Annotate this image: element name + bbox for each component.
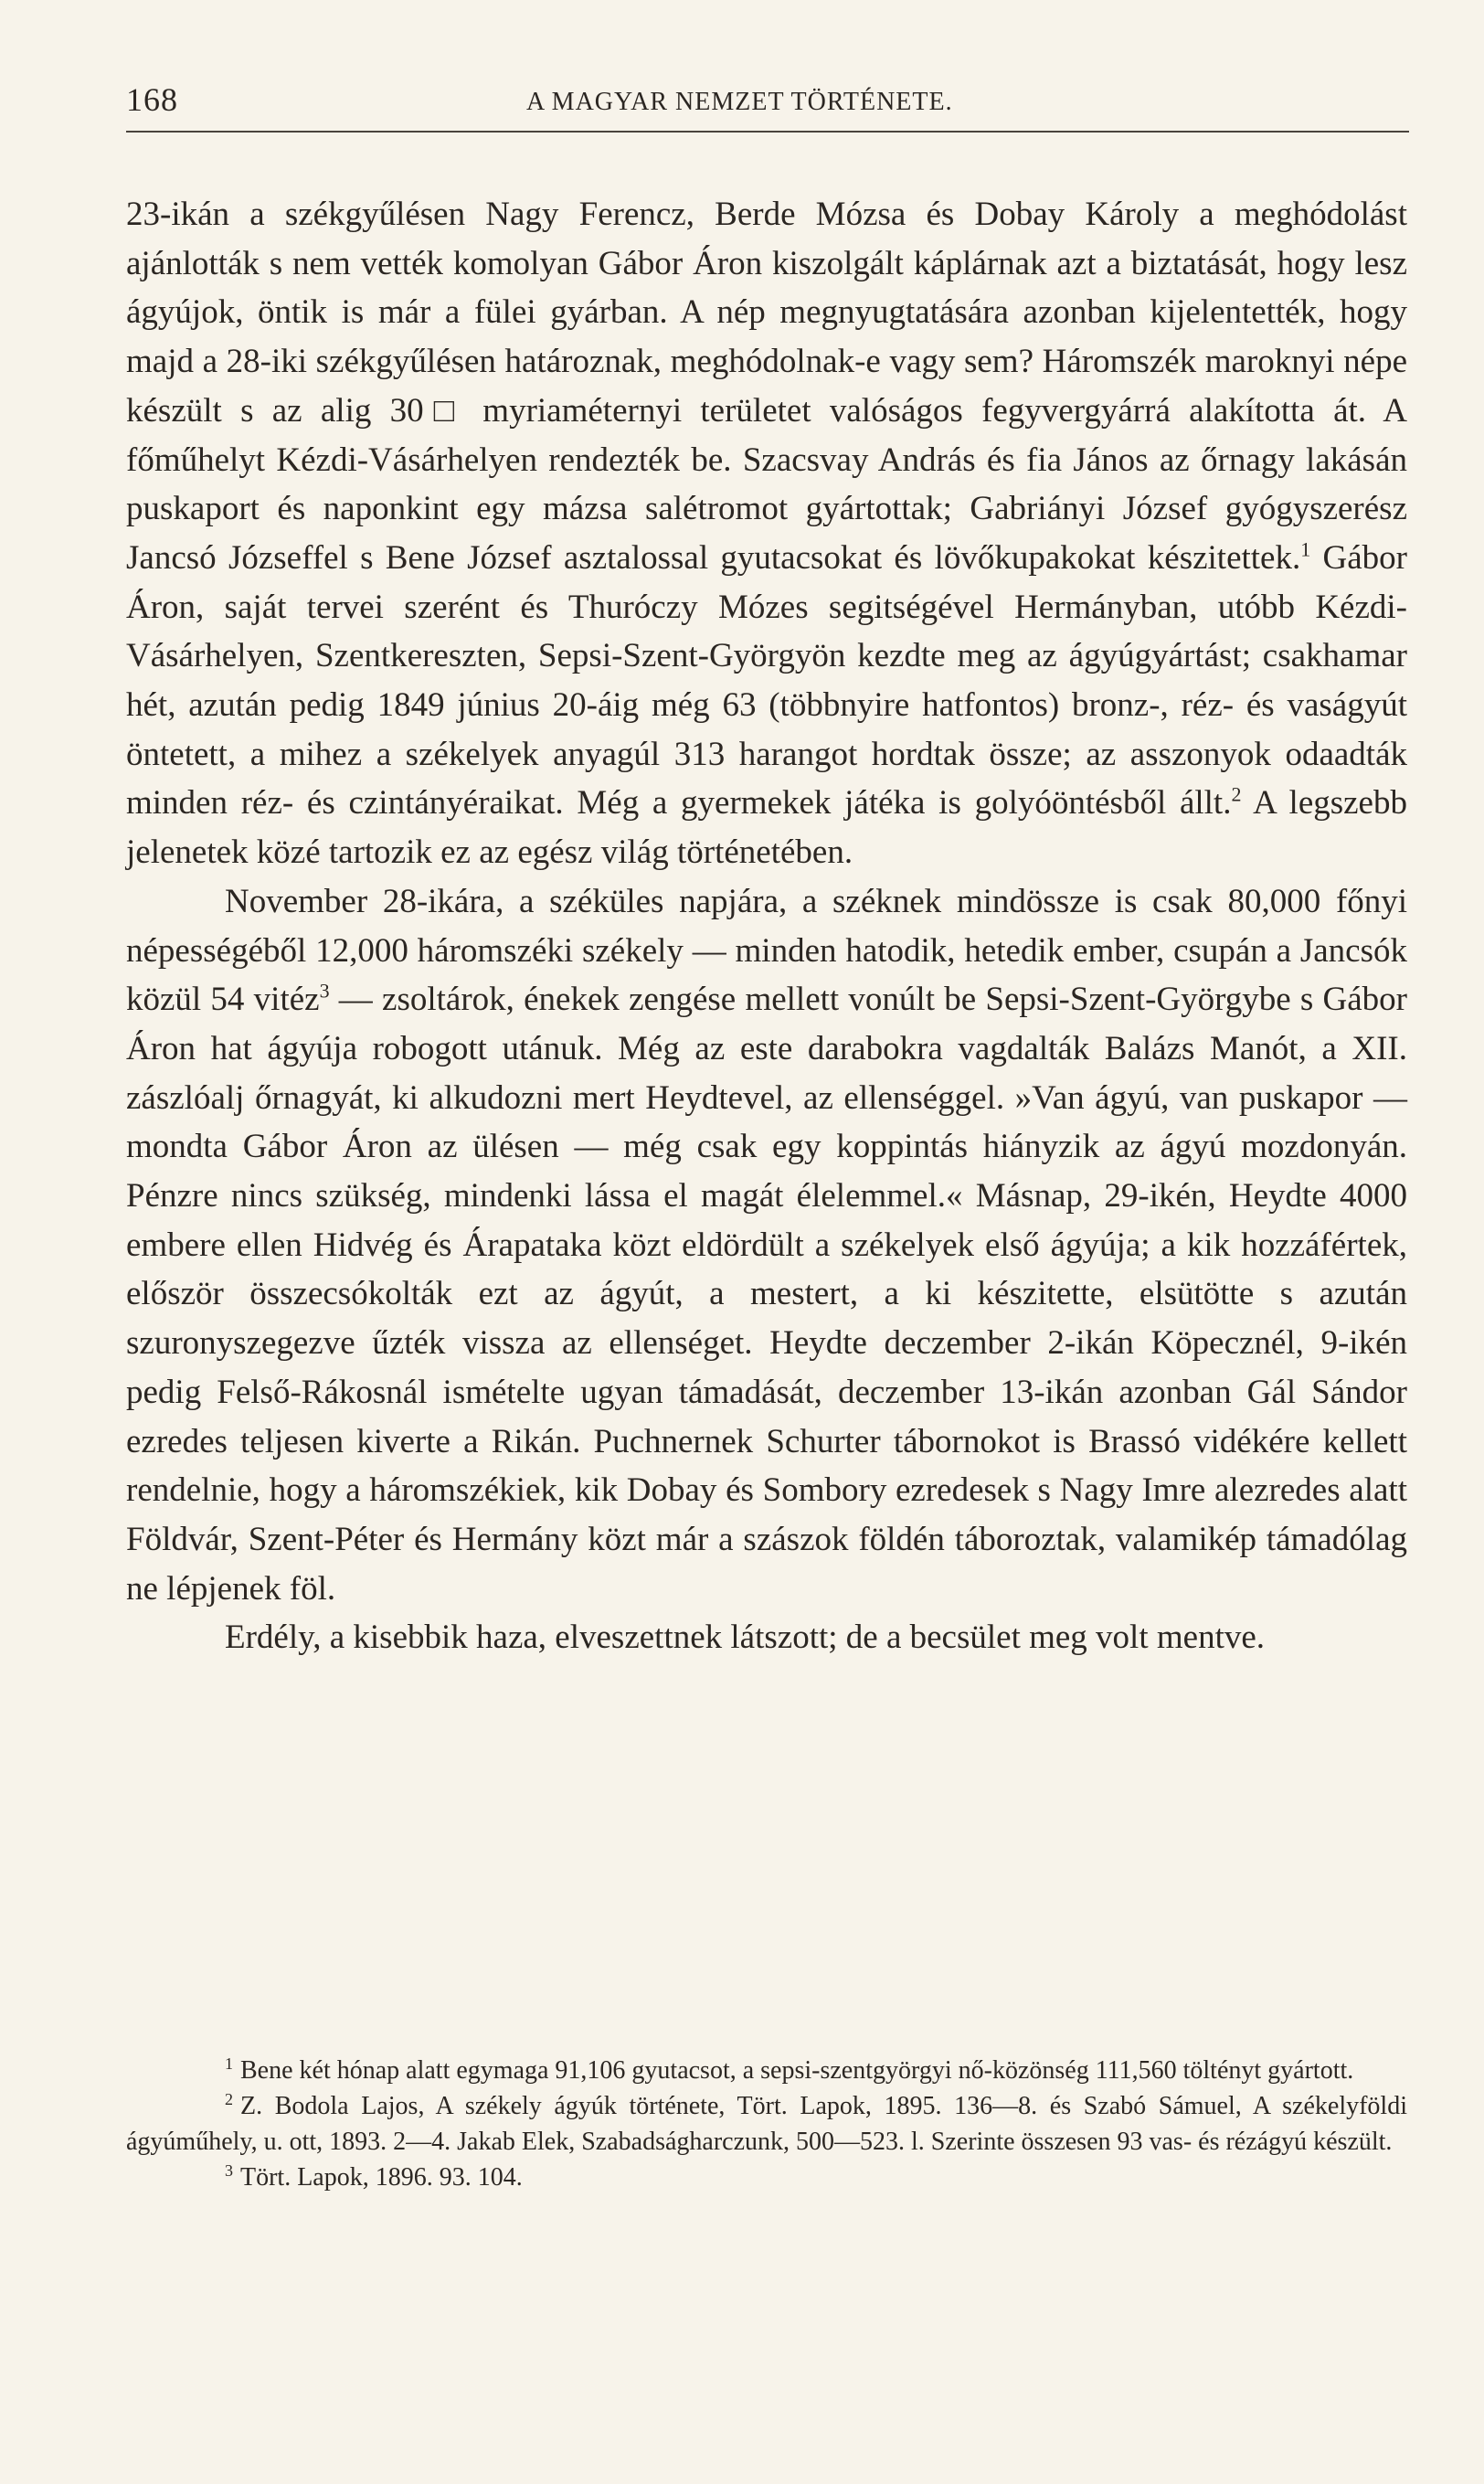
footnote-ref-3: 3 xyxy=(319,979,330,1003)
footnote-1-text: Bene két hónap alatt egymaga 91,106 gyutacsot, a sepsi-szentgyörgyi nő-közönség 111,560 töltényt gyártott. xyxy=(240,2056,1354,2085)
running-title: A MAGYAR NEMZET TÖRTÉNETE. xyxy=(526,88,953,116)
footnote-2-text: Z. Bodola Lajos, A székely ágyúk története, Tört. Lapok, 1895. 136—8. és Szabó Sámuel, A székelyföldi ágyúműhely, u. ott, 1893. 2—4. Jakab Elek, Szabadságharczunk, 500—523. l. Szerinte összesen 93 vas- és rézágyú készült. xyxy=(126,2092,1407,2156)
paragraph-1-part-a: 23-ikán a székgyűlésen Nagy Ferencz, Berde Mózsa és Dobay Károly a meghódolást ajánlották s nem vették komolyan Gábor Áron kiszolgált káplárnak azt a biztatását, hogy lesz ágyújok, öntik is már a fülei gyárban. A nép megnyugtatására azonban kijelentették, hogy majd a 28-iki székgyűlésen határoznak, meghódolnak-e vagy sem? Háromszék maroknyi népe készült s az alig 30□ myriaméternyi területet valóságos fegyvergyárrá alakította át. A főműhelyt Kézdi-Vásárhelyen rendezték be. Szacsvay András és fia János az őrnagy lakásán puskaport és naponkint egy mázsa salétromot gyártottak; Gabriányi József gyógyszerész Jancsó Józseffel s Bene József asztalossal gyutacsokat és lövőkupakokat készitettek. xyxy=(126,196,1407,577)
footnote-3 xyxy=(126,2160,1407,2195)
paragraph-2 xyxy=(126,877,1407,1614)
footnote-ref-1: 1 xyxy=(1300,537,1311,561)
footnote-3-text: Tört. Lapok, 1896. 93. 104. xyxy=(240,2163,523,2192)
page-number: 168 xyxy=(126,81,178,118)
paragraph-2-part-b: — zsoltárok, énekek zengése mellett vonúlt be Sepsi-Szent-Györgybe s Gábor Áron hat ágyúja robogott utánuk. Még az este darabokra vagdalták Balázs Manót, a XII. zászlóalj őrnagyát, ki alkudozni mert Heydtevel, az ellenséggel. »Van ágyú, van puskapor — mondta Gábor Áron az ülésen — még csak egy koppintás hiányzik az ágyú mozdonyán. Pénzre nincs szükség, mindenki lássa el magát élelemmel.« Másnap, 29-ikén, Heydte 4000 embere ellen Hidvég és Árapataka közt eldördült a székelyek első ágyúja; a kik hozzáfértek, először összecsókolták ezt az ágyút, a mestert, a ki készitette, elsütötte s azután szuronyszegezve űzték vissza az ellenséget. Heydte deczember 2-ikán Köpecznél, 9-ikén pedig Felső-Rákosnál ismételte ugyan támadását, deczember 13-ikán azonban Gál Sándor ezredes teljesen kiverte a Rikán. Puchnernek Schurter tábornokot is Brassó vidékére kellett rendelnie, hogy a háromszékiek, kik Dobay és Sombory ezredesek s Nagy Imre alezredes alatt Földvár, Szent-Péter és Hermány közt már a szászok földén táboroztak, valamikép támadólag ne lépjenek föl. xyxy=(126,981,1408,1608)
paragraph-2-part-a: November 28-ikára, a széküles napjára, a széknek mindössze is csak 80,000 főnyi népességéből 12,000 háromszéki székely — minden hatodik, hetedik ember, csupán a Jancsók közül 54 vitéz xyxy=(126,882,1407,1019)
paragraph-1-part-b: Gábor Áron, saját tervei szerént és Thuróczy Mózes segitségével Hermányban, utóbb Kézdi-Vásárhelyen, Szentkereszten, Sepsi-Szent-Györgyön kezdte meg az ágyúgyártást; csakhamar hét, azután pedig 1849 június 20-áig még 63 (többnyire hatfontos) bronz-, réz- és vaságyút öntetett, a mihez a székelyek anyagúl 313 harangot hordtak össze; az asszonyok odaadták minden réz- és czintányéraikat. Még a gyermekek játéka is golyóöntésből állt. xyxy=(126,538,1408,823)
footnote-1-mark: 1 xyxy=(225,2054,233,2073)
footnotes xyxy=(126,2053,1407,2195)
footnote-ref-2: 2 xyxy=(1231,783,1242,807)
footnote-2 xyxy=(126,2088,1407,2160)
paragraph-1 xyxy=(126,190,1407,877)
paragraph-3: Erdély, a kisebbik haza, elveszettnek látszott; de a becsület meg volt mentve. xyxy=(225,1619,1266,1657)
paragraph-1-part-c: A legszebb jelenetek közé tartozik ez az egész világ történetében. xyxy=(126,784,1407,872)
footnote-1 xyxy=(126,2053,1407,2088)
footnote-3-mark: 3 xyxy=(225,2160,233,2180)
header-rule xyxy=(126,131,1409,133)
main-text xyxy=(126,190,1407,1662)
footnote-2-mark: 2 xyxy=(225,2089,233,2108)
page-header xyxy=(126,80,1409,126)
